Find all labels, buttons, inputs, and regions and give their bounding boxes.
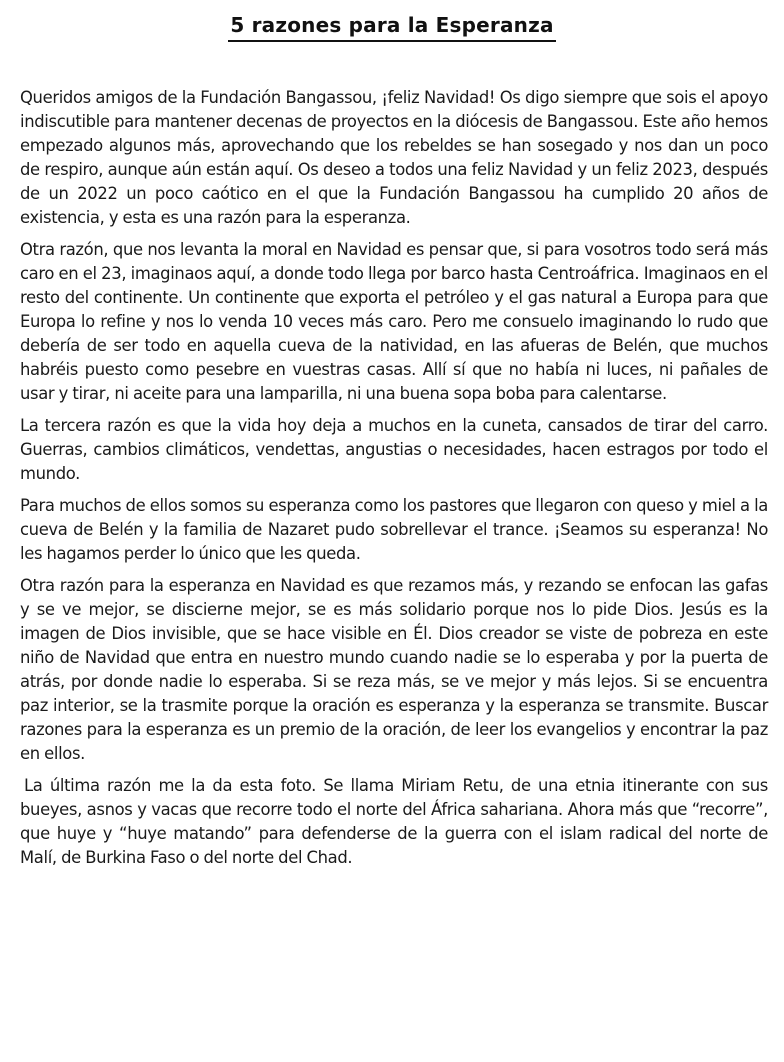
article-body [20,86,768,878]
paragraph-6: La última razón me la da esta foto. Se llama Miriam Retu, de una etnia itinerante con sus bueyes, asnos y vacas que recorre todo el norte del África sahariana. Ahora más que “recorre”, que huye y “huye matando” para defenderse de la guerra con el islam radical del norte de Malí, de Burkina Faso o del norte del Chad. [20,776,768,867]
paragraph-4: Para muchos de ellos somos su esperanza como los pastores que llegaron con queso y miel a la cueva de Belén y la familia de Nazaret pudo sobrellevar el trance. ¡Seamos su esperanza! No les hagamos perder lo único que les queda. [20,496,768,563]
paragraph-5: Otra razón para la esperanza en Navidad es que rezamos más, y rezando se enfocan las gafas y se ve mejor, se discierne mejor, se es más solidario porque nos lo pide Dios. Jesús es la imagen de Dios invisible, que se hace visible en Él. Dios creador se viste de pobreza en este niño de Navidad que entra en nuestro mundo cuando nadie se lo esperaba y por la puerta de atrás, por donde nadie lo esperaba. Si se reza más, se ve mejor y más lejos. Si se encuentra paz interior, se la trasmite porque la oración es esperanza y la esperanza se transmite. Buscar razones para la esperanza es un premio de la oración, de leer los evangelios y encontrar la paz en ellos. [20,576,768,763]
article-title: 5 razones para la Esperanza [228,14,555,42]
paragraph-3: La tercera razón es que la vida hoy deja a muchos en la cuneta, cansados de tirar del carro. Guerras, cambios climáticos, vendettas, angustias o necesidades, hacen estragos por todo el mundo. [20,416,768,483]
title-container [0,14,784,42]
paragraph-1: Queridos amigos de la Fundación Bangassou, ¡feliz Navidad! Os digo siempre que sois el apoyo indiscutible para mantener decenas de proyectos en la diócesis de Bangassou. Este año hemos empezado algunos más, aprovechando que los rebeldes se han sosegado y nos dan un poco de respiro, aunque aún están aquí. Os deseo a todos una feliz Navidad y un feliz 2023, después de un 2022 un poco caótico en el que la Fundación Bangassou ha cumplido 20 años de existencia, y esta es una razón para la esperanza. [20,88,768,227]
paragraph-2: Otra razón, que nos levanta la moral en Navidad es pensar que, si para vosotros todo será más caro en el 23, imaginaos aquí, a donde todo llega por barco hasta Centroáfrica. Imaginaos en el resto del continente. Un continente que exporta el petróleo y el gas natural a Europa para que Europa lo refine y nos lo venda 10 veces más caro. Pero me consuelo imaginando lo rudo que debería de ser todo en aquella cueva de la natividad, en las afueras de Belén, que muchos habréis puesto como pesebre en vuestras casas. Allí sí que no había ni luces, ni pañales de usar y tirar, ni aceite para una lamparilla, ni una buena sopa boba para calentarse. [20,240,768,403]
